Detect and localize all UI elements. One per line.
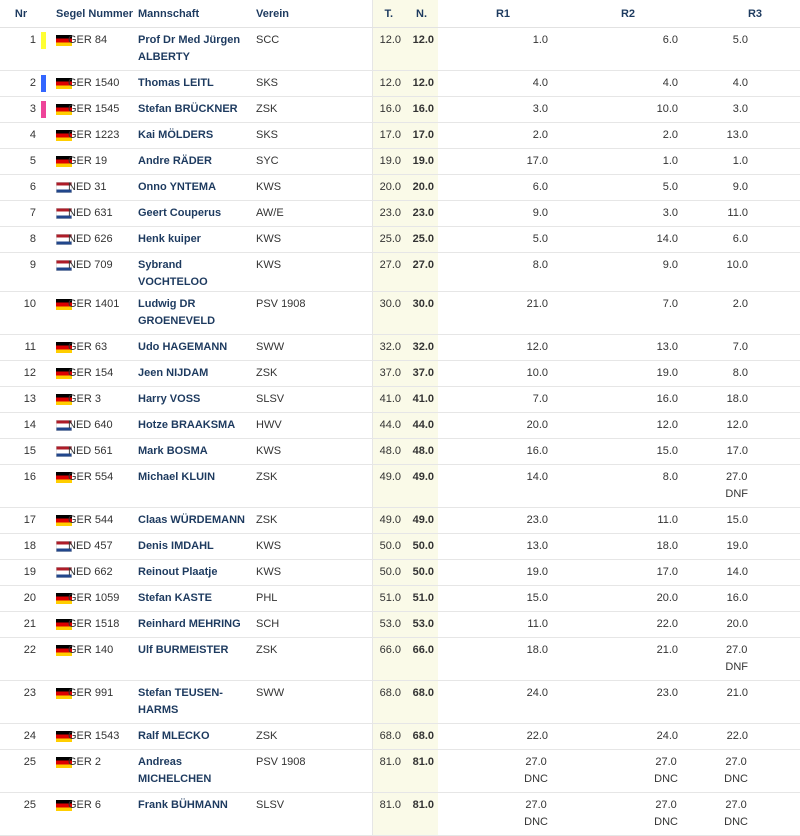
total-points: 50.0 bbox=[372, 534, 405, 560]
rank: 20 bbox=[23, 592, 36, 604]
header-total[interactable]: T. bbox=[372, 0, 405, 28]
team-name[interactable]: Thomas LEITL bbox=[138, 71, 256, 97]
race-score: 24.0 bbox=[656, 730, 678, 742]
sail-number: NED 31 bbox=[68, 175, 138, 201]
race-score: 23.0 bbox=[656, 687, 678, 699]
race-score: 2.0 bbox=[732, 298, 748, 310]
club: KWS bbox=[256, 227, 372, 253]
sail-number: GER 1401 bbox=[68, 292, 138, 335]
table-row[interactable] bbox=[0, 201, 800, 227]
race-score: 2.0 bbox=[662, 129, 678, 141]
team-name[interactable]: Michael KLUIN bbox=[138, 465, 256, 508]
rank: 12 bbox=[23, 367, 36, 379]
race-score: 20.0 bbox=[526, 419, 548, 431]
club: SYC bbox=[256, 149, 372, 175]
race-score: 1.0 bbox=[732, 155, 748, 167]
podium-marker bbox=[41, 101, 46, 118]
race-score: 10.0 bbox=[656, 103, 678, 115]
club: ZSK bbox=[256, 465, 372, 508]
rank: 3 bbox=[29, 103, 36, 115]
team-name[interactable]: Claas WÜRDEMANN bbox=[138, 508, 256, 534]
rank: 19 bbox=[23, 566, 36, 578]
net-points: 12.0 bbox=[405, 28, 438, 71]
race-code: DNF bbox=[725, 488, 748, 500]
total-points: 44.0 bbox=[372, 413, 405, 439]
total-points: 12.0 bbox=[372, 28, 405, 71]
net-points: 23.0 bbox=[405, 201, 438, 227]
rank: 9 bbox=[29, 259, 36, 271]
net-points: 20.0 bbox=[405, 175, 438, 201]
rank: 13 bbox=[23, 393, 36, 405]
race-score: 3.0 bbox=[532, 103, 548, 115]
club: KWS bbox=[256, 534, 372, 560]
race-score: 5.0 bbox=[732, 34, 748, 46]
race-score: 19.0 bbox=[526, 566, 548, 578]
table-row[interactable] bbox=[0, 335, 800, 361]
race-score: 9.0 bbox=[662, 259, 678, 271]
table-row[interactable] bbox=[0, 149, 800, 175]
club: PSV 1908 bbox=[256, 292, 372, 335]
team-name[interactable]: Stefan BRÜCKNER bbox=[138, 97, 256, 123]
race-score: 8.0 bbox=[732, 367, 748, 379]
net-points: 49.0 bbox=[405, 508, 438, 534]
net-points: 50.0 bbox=[405, 534, 438, 560]
net-points: 81.0 bbox=[405, 750, 438, 793]
team-name[interactable]: Sybrand VOCHTELOO bbox=[138, 253, 256, 292]
race-code: DNC bbox=[524, 816, 548, 828]
race-score: 27.0 bbox=[725, 471, 748, 483]
net-points: 32.0 bbox=[405, 335, 438, 361]
club: ZSK bbox=[256, 724, 372, 750]
race-code: DNC bbox=[654, 773, 678, 785]
race-score: 12.0 bbox=[726, 419, 748, 431]
club: SCC bbox=[256, 28, 372, 71]
club: SWW bbox=[256, 335, 372, 361]
club: HWV bbox=[256, 413, 372, 439]
table-row[interactable] bbox=[0, 638, 800, 681]
race-code: DNC bbox=[654, 816, 678, 828]
sail-number: GER 63 bbox=[68, 335, 138, 361]
race-score: 13.0 bbox=[726, 129, 748, 141]
race-score: 5.0 bbox=[532, 233, 548, 245]
race-score: 3.0 bbox=[662, 207, 678, 219]
race-score: 13.0 bbox=[526, 540, 548, 552]
race-score: 12.0 bbox=[656, 419, 678, 431]
rank: 7 bbox=[29, 207, 36, 219]
race-score: 1.0 bbox=[532, 34, 548, 46]
net-points: 16.0 bbox=[405, 97, 438, 123]
table-row[interactable] bbox=[0, 97, 800, 123]
sail-number: GER 2 bbox=[68, 750, 138, 793]
team-name[interactable]: Andre RÄDER bbox=[138, 149, 256, 175]
header-club[interactable]: Verein bbox=[256, 0, 372, 28]
header-nr[interactable]: Nr bbox=[0, 0, 42, 28]
rank: 14 bbox=[23, 419, 36, 431]
sail-number: NED 457 bbox=[68, 534, 138, 560]
sail-number: GER 544 bbox=[68, 508, 138, 534]
race-score: 27.0 bbox=[525, 756, 547, 768]
team-name[interactable]: Hotze BRAAKSMA bbox=[138, 413, 256, 439]
rank: 21 bbox=[23, 618, 36, 630]
net-points: 12.0 bbox=[405, 71, 438, 97]
race-score: 27.0 bbox=[655, 756, 677, 768]
table-row[interactable] bbox=[0, 413, 800, 439]
race-score: 9.0 bbox=[532, 207, 548, 219]
race-score: 5.0 bbox=[662, 181, 678, 193]
club: AW/E bbox=[256, 201, 372, 227]
team-name[interactable]: Prof Dr Med Jürgen ALBERTY bbox=[138, 28, 256, 71]
race-score: 17.0 bbox=[726, 445, 748, 457]
table-row[interactable] bbox=[0, 292, 800, 335]
net-points: 53.0 bbox=[405, 612, 438, 638]
rank: 24 bbox=[23, 730, 36, 742]
table-row[interactable] bbox=[0, 28, 800, 71]
total-points: 48.0 bbox=[372, 439, 405, 465]
race-score: 18.0 bbox=[726, 393, 748, 405]
team-name[interactable]: Kai MÖLDERS bbox=[138, 123, 256, 149]
total-points: 16.0 bbox=[372, 97, 405, 123]
table-row[interactable] bbox=[0, 175, 800, 201]
race-score: 11.0 bbox=[527, 618, 548, 630]
race-score: 6.0 bbox=[732, 233, 748, 245]
race-score: 11.0 bbox=[727, 207, 748, 219]
net-points: 66.0 bbox=[405, 638, 438, 681]
header-sail-number[interactable]: Segel Nummer bbox=[42, 0, 138, 28]
race-score: 18.0 bbox=[656, 540, 678, 552]
race-code: DNF bbox=[725, 661, 748, 673]
net-points: 68.0 bbox=[405, 724, 438, 750]
race-score: 22.0 bbox=[526, 730, 548, 742]
team-name[interactable]: Harry VOSS bbox=[138, 387, 256, 413]
sail-number: NED 626 bbox=[68, 227, 138, 253]
race-score: 4.0 bbox=[662, 77, 678, 89]
team-name[interactable]: Geert Couperus bbox=[138, 201, 256, 227]
team-name[interactable]: Stefan TEUSEN-HARMS bbox=[138, 681, 256, 724]
race-score: 6.0 bbox=[532, 181, 548, 193]
rank: 1 bbox=[29, 34, 36, 46]
club: KWS bbox=[256, 439, 372, 465]
race-score: 16.0 bbox=[726, 592, 748, 604]
club: KWS bbox=[256, 560, 372, 586]
race-score: 27.0 bbox=[655, 799, 677, 811]
race-score: 8.0 bbox=[662, 471, 678, 483]
race-score: 12.0 bbox=[526, 341, 548, 353]
rank: 6 bbox=[29, 181, 36, 193]
rank: 8 bbox=[29, 233, 36, 245]
team-name[interactable]: Jeen NIJDAM bbox=[138, 361, 256, 387]
race-score: 2.0 bbox=[532, 129, 548, 141]
club: ZSK bbox=[256, 638, 372, 681]
race-score: 4.0 bbox=[732, 77, 748, 89]
sail-number: NED 631 bbox=[68, 201, 138, 227]
race-score: 15.0 bbox=[726, 514, 748, 526]
race-code: DNC bbox=[724, 816, 748, 828]
total-points: 32.0 bbox=[372, 335, 405, 361]
rank: 25 bbox=[23, 799, 36, 811]
race-score: 27.0 bbox=[725, 644, 748, 656]
table-row[interactable] bbox=[0, 387, 800, 413]
race-score: 3.0 bbox=[732, 103, 748, 115]
table-body bbox=[0, 28, 800, 836]
table-row[interactable] bbox=[0, 439, 800, 465]
total-points: 49.0 bbox=[372, 465, 405, 508]
team-name[interactable]: Denis IMDAHL bbox=[138, 534, 256, 560]
race-score: 16.0 bbox=[526, 445, 548, 457]
race-score: 9.0 bbox=[732, 181, 748, 193]
net-points: 68.0 bbox=[405, 681, 438, 724]
team-name[interactable]: Frank BÜHMANN bbox=[138, 793, 256, 836]
race-score: 20.0 bbox=[726, 618, 748, 630]
table-header bbox=[0, 0, 800, 28]
total-points: 25.0 bbox=[372, 227, 405, 253]
team-name[interactable]: Henk kuiper bbox=[138, 227, 256, 253]
total-points: 20.0 bbox=[372, 175, 405, 201]
podium-marker bbox=[41, 75, 46, 92]
total-points: 66.0 bbox=[372, 638, 405, 681]
club: ZSK bbox=[256, 508, 372, 534]
rank: 16 bbox=[23, 471, 36, 483]
team-name[interactable]: Udo HAGEMANN bbox=[138, 335, 256, 361]
rank: 17 bbox=[23, 514, 36, 526]
total-points: 49.0 bbox=[372, 508, 405, 534]
club: KWS bbox=[256, 175, 372, 201]
net-points: 49.0 bbox=[405, 465, 438, 508]
table-row[interactable] bbox=[0, 227, 800, 253]
club: PHL bbox=[256, 586, 372, 612]
table-row[interactable] bbox=[0, 534, 800, 560]
total-points: 50.0 bbox=[372, 560, 405, 586]
race-score: 17.0 bbox=[656, 566, 678, 578]
team-name[interactable]: Stefan KASTE bbox=[138, 586, 256, 612]
rank: 23 bbox=[23, 687, 36, 699]
rank: 4 bbox=[29, 129, 36, 141]
sail-number: NED 662 bbox=[68, 560, 138, 586]
sail-number: GER 154 bbox=[68, 361, 138, 387]
race-score: 22.0 bbox=[726, 730, 748, 742]
net-points: 19.0 bbox=[405, 149, 438, 175]
table-row[interactable] bbox=[0, 508, 800, 534]
race-score: 7.0 bbox=[662, 298, 678, 310]
total-points: 68.0 bbox=[372, 724, 405, 750]
table-row[interactable] bbox=[0, 793, 800, 836]
race-score: 6.0 bbox=[662, 34, 678, 46]
race-score: 11.0 bbox=[657, 514, 678, 526]
club: SKS bbox=[256, 123, 372, 149]
table-row[interactable] bbox=[0, 361, 800, 387]
table-row[interactable] bbox=[0, 465, 800, 508]
total-points: 12.0 bbox=[372, 71, 405, 97]
race-score: 21.0 bbox=[526, 298, 548, 310]
total-points: 27.0 bbox=[372, 253, 405, 292]
sail-number: GER 1543 bbox=[68, 724, 138, 750]
race-code: DNC bbox=[524, 773, 548, 785]
team-name[interactable]: Andreas MICHELCHEN bbox=[138, 750, 256, 793]
race-score: 4.0 bbox=[532, 77, 548, 89]
sail-number: GER 991 bbox=[68, 681, 138, 724]
rank: 2 bbox=[29, 77, 36, 89]
header-r2[interactable]: R2 bbox=[558, 0, 678, 28]
race-score: 15.0 bbox=[656, 445, 678, 457]
table-row[interactable] bbox=[0, 253, 800, 292]
sail-number: NED 561 bbox=[68, 439, 138, 465]
total-points: 19.0 bbox=[372, 149, 405, 175]
club: SKS bbox=[256, 71, 372, 97]
sail-number: NED 709 bbox=[68, 253, 138, 292]
header-net[interactable]: N. bbox=[405, 0, 438, 28]
race-score: 8.0 bbox=[532, 259, 548, 271]
sail-number: GER 19 bbox=[68, 149, 138, 175]
club: KWS bbox=[256, 253, 372, 292]
race-score: 21.0 bbox=[726, 687, 748, 699]
total-points: 17.0 bbox=[372, 123, 405, 149]
header-team[interactable]: Mannschaft bbox=[138, 0, 256, 28]
net-points: 30.0 bbox=[405, 292, 438, 335]
rank: 18 bbox=[23, 540, 36, 552]
rank: 11 bbox=[24, 341, 36, 353]
race-score: 15.0 bbox=[526, 592, 548, 604]
team-name[interactable]: Mark BOSMA bbox=[138, 439, 256, 465]
net-points: 51.0 bbox=[405, 586, 438, 612]
sail-number: GER 554 bbox=[68, 465, 138, 508]
table-row[interactable] bbox=[0, 724, 800, 750]
sail-number: NED 640 bbox=[68, 413, 138, 439]
rank: 15 bbox=[23, 445, 36, 457]
race-score: 22.0 bbox=[656, 618, 678, 630]
race-score: 23.0 bbox=[526, 514, 548, 526]
race-score: 16.0 bbox=[656, 393, 678, 405]
club: SWW bbox=[256, 681, 372, 724]
rank: 5 bbox=[29, 155, 36, 167]
total-points: 81.0 bbox=[372, 750, 405, 793]
club: SLSV bbox=[256, 387, 372, 413]
sail-number: GER 6 bbox=[68, 793, 138, 836]
net-points: 44.0 bbox=[405, 413, 438, 439]
sail-number: GER 1540 bbox=[68, 71, 138, 97]
race-score: 18.0 bbox=[526, 644, 548, 656]
net-points: 81.0 bbox=[405, 793, 438, 836]
team-name[interactable]: Ralf MLECKO bbox=[138, 724, 256, 750]
team-name[interactable]: Ulf BURMEISTER bbox=[138, 638, 256, 681]
table-row[interactable] bbox=[0, 560, 800, 586]
race-score: 21.0 bbox=[656, 644, 678, 656]
club: ZSK bbox=[256, 97, 372, 123]
net-points: 50.0 bbox=[405, 560, 438, 586]
total-points: 81.0 bbox=[372, 793, 405, 836]
race-score: 10.0 bbox=[726, 259, 748, 271]
table-row[interactable] bbox=[0, 71, 800, 97]
race-score: 14.0 bbox=[526, 471, 548, 483]
total-points: 68.0 bbox=[372, 681, 405, 724]
rank: 22 bbox=[23, 644, 36, 656]
table-row[interactable] bbox=[0, 123, 800, 149]
net-points: 25.0 bbox=[405, 227, 438, 253]
race-score: 27.0 bbox=[725, 756, 747, 768]
race-score: 27.0 bbox=[725, 799, 747, 811]
race-score: 27.0 bbox=[525, 799, 547, 811]
race-score: 19.0 bbox=[656, 367, 678, 379]
rank: 10 bbox=[23, 298, 36, 310]
race-score: 7.0 bbox=[732, 341, 748, 353]
sail-number: GER 140 bbox=[68, 638, 138, 681]
rank: 25 bbox=[23, 756, 36, 768]
total-points: 23.0 bbox=[372, 201, 405, 227]
race-score: 19.0 bbox=[726, 540, 748, 552]
sail-number: GER 1518 bbox=[68, 612, 138, 638]
team-name[interactable]: Reinout Plaatje bbox=[138, 560, 256, 586]
table-row[interactable] bbox=[0, 586, 800, 612]
total-points: 30.0 bbox=[372, 292, 405, 335]
club: SCH bbox=[256, 612, 372, 638]
race-score: 14.0 bbox=[726, 566, 748, 578]
sail-number: GER 84 bbox=[68, 28, 138, 71]
header-r1[interactable]: R1 bbox=[438, 0, 558, 28]
race-score: 24.0 bbox=[526, 687, 548, 699]
team-name[interactable]: Ludwig DR GROENEVELD bbox=[138, 292, 256, 335]
race-score: 10.0 bbox=[526, 367, 548, 379]
net-points: 27.0 bbox=[405, 253, 438, 292]
race-code: DNC bbox=[724, 773, 748, 785]
sail-number: GER 1545 bbox=[68, 97, 138, 123]
race-score: 13.0 bbox=[656, 341, 678, 353]
net-points: 48.0 bbox=[405, 439, 438, 465]
podium-marker bbox=[41, 32, 46, 49]
net-points: 37.0 bbox=[405, 361, 438, 387]
race-score: 7.0 bbox=[532, 393, 548, 405]
total-points: 37.0 bbox=[372, 361, 405, 387]
net-points: 17.0 bbox=[405, 123, 438, 149]
sail-number: GER 1223 bbox=[68, 123, 138, 149]
total-points: 41.0 bbox=[372, 387, 405, 413]
total-points: 53.0 bbox=[372, 612, 405, 638]
table-row[interactable] bbox=[0, 681, 800, 724]
race-score: 17.0 bbox=[526, 155, 548, 167]
race-score: 20.0 bbox=[656, 592, 678, 604]
club: SLSV bbox=[256, 793, 372, 836]
club: ZSK bbox=[256, 361, 372, 387]
club: PSV 1908 bbox=[256, 750, 372, 793]
table-row[interactable] bbox=[0, 612, 800, 638]
net-points: 41.0 bbox=[405, 387, 438, 413]
sail-number: GER 1059 bbox=[68, 586, 138, 612]
total-points: 51.0 bbox=[372, 586, 405, 612]
sail-number: GER 3 bbox=[68, 387, 138, 413]
team-name[interactable]: Onno YNTEMA bbox=[138, 175, 256, 201]
team-name[interactable]: Reinhard MEHRING bbox=[138, 612, 256, 638]
table-row[interactable] bbox=[0, 750, 800, 793]
header-r3[interactable]: R3 bbox=[678, 0, 800, 28]
race-score: 14.0 bbox=[656, 233, 678, 245]
race-score: 1.0 bbox=[662, 155, 678, 167]
